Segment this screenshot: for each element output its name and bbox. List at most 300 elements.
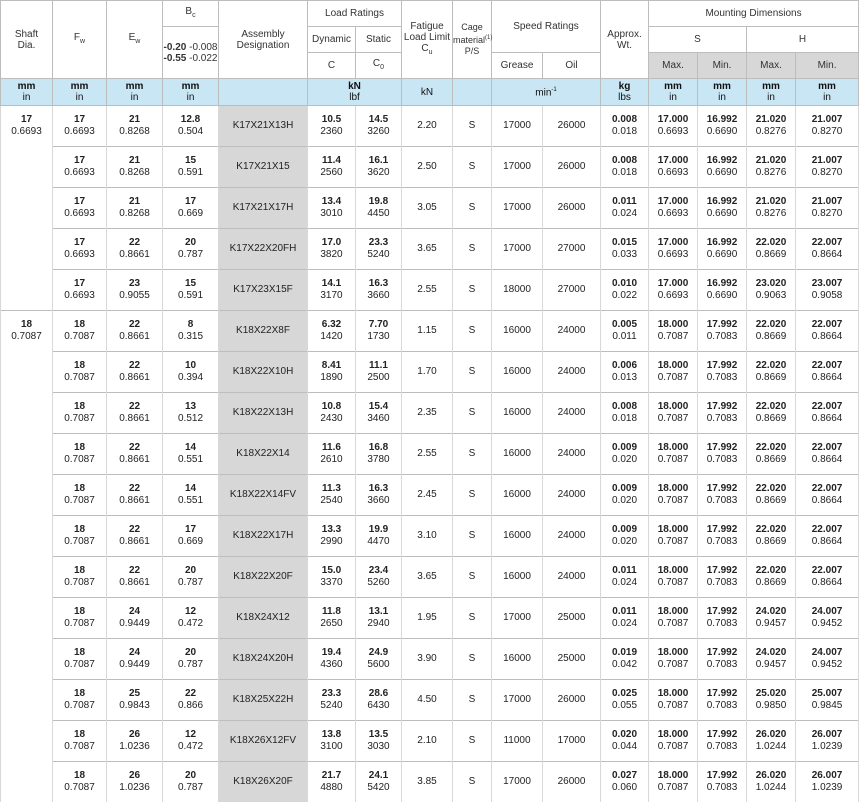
cell-hmax: 26.020 1.0244 <box>747 721 796 762</box>
unit-cage <box>453 79 492 106</box>
cell-c: 11.8 2650 <box>308 598 356 639</box>
cell-grease: 16000 <box>492 516 543 557</box>
cell-c: 6.32 1420 <box>308 311 356 352</box>
cell-bc: 17 0.669 <box>163 516 219 557</box>
header-fatigue-load-limit: Fatigue Load Limit $C_u$ <box>402 1 453 79</box>
cell-c0: 13.5 3030 <box>356 721 402 762</box>
cell-smax: 17.000 0.6693 <box>649 270 698 311</box>
cell-cage: S <box>453 516 492 557</box>
cell-oil: 24000 <box>543 516 601 557</box>
cell-grease: 11000 <box>492 721 543 762</box>
cell-fw: 18 0.7087 <box>53 352 107 393</box>
cell-bc: 12 0.472 <box>163 721 219 762</box>
cell-c: 19.4 4360 <box>308 639 356 680</box>
cell-smax: 18.000 0.7087 <box>649 516 698 557</box>
cell-des: K17X21X13H <box>219 106 308 147</box>
cell-shaft <box>1 434 53 475</box>
table-row <box>1 434 859 475</box>
cell-fw: 17 0.6693 <box>53 188 107 229</box>
cell-grease: 16000 <box>492 639 543 680</box>
cell-grease: 17000 <box>492 762 543 802</box>
cell-hmin: 22.007 0.8664 <box>796 352 859 393</box>
cell-cage: S <box>453 721 492 762</box>
header-s-max: Max. <box>649 53 698 79</box>
cell-cu: 3.65 <box>402 557 453 598</box>
cell-shaft <box>1 393 53 434</box>
cell-c0: 16.8 3780 <box>356 434 402 475</box>
cell-hmax: 21.020 0.8276 <box>747 188 796 229</box>
cell-cu: 2.20 <box>402 106 453 147</box>
cell-ew: 21 0.8268 <box>107 147 163 188</box>
cell-fw: 18 0.7087 <box>53 311 107 352</box>
cell-smin: 17.992 0.7083 <box>698 311 747 352</box>
cell-smin: 17.992 0.7083 <box>698 598 747 639</box>
cell-fw: 17 0.6693 <box>53 147 107 188</box>
cell-smin: 17.992 0.7083 <box>698 762 747 802</box>
cell-hmax: 22.020 0.8669 <box>747 516 796 557</box>
cell-oil: 26000 <box>543 147 601 188</box>
cell-smax: 18.000 0.7087 <box>649 680 698 721</box>
cell-hmin: 22.007 0.8664 <box>796 557 859 598</box>
cell-c0: 7.70 1730 <box>356 311 402 352</box>
table-row <box>1 475 859 516</box>
unit-s-max: mm in <box>649 79 698 106</box>
cell-hmax: 22.020 0.8669 <box>747 311 796 352</box>
cell-grease: 16000 <box>492 475 543 516</box>
cell-des: K18X22X17H <box>219 516 308 557</box>
cell-smax: 17.000 0.6693 <box>649 188 698 229</box>
cell-des: K17X21X15 <box>219 147 308 188</box>
cell-oil: 25000 <box>543 639 601 680</box>
cell-wt: 0.011 0.024 <box>601 188 649 229</box>
cell-smax: 18.000 0.7087 <box>649 557 698 598</box>
header-c: C <box>308 53 356 79</box>
cell-c: 11.6 2610 <box>308 434 356 475</box>
cell-grease: 16000 <box>492 311 543 352</box>
cell-cu: 3.05 <box>402 188 453 229</box>
cell-ew: 25 0.9843 <box>107 680 163 721</box>
header-bc: $B_c$ <box>163 1 219 27</box>
cell-fw: 18 0.7087 <box>53 434 107 475</box>
cell-ew: 22 0.8661 <box>107 393 163 434</box>
table-row <box>1 311 859 352</box>
cell-cage: S <box>453 229 492 270</box>
unit-fatigue: kN <box>402 79 453 106</box>
cell-des: K18X25X22H <box>219 680 308 721</box>
table-row <box>1 721 859 762</box>
unit-weight: kg lbs <box>601 79 649 106</box>
cell-wt: 0.008 0.018 <box>601 147 649 188</box>
cell-smax: 18.000 0.7087 <box>649 598 698 639</box>
cell-cage: S <box>453 475 492 516</box>
cell-cage: S <box>453 106 492 147</box>
cell-fw: 18 0.7087 <box>53 475 107 516</box>
cell-des: K18X22X20F <box>219 557 308 598</box>
cell-bc: 20 0.787 <box>163 639 219 680</box>
cell-ew: 22 0.8661 <box>107 516 163 557</box>
cell-fw: 17 0.6693 <box>53 229 107 270</box>
cell-smin: 16.992 0.6690 <box>698 270 747 311</box>
table-row <box>1 393 859 434</box>
cell-bc: 12.8 0.504 <box>163 106 219 147</box>
cell-grease: 16000 <box>492 352 543 393</box>
cell-hmin: 22.007 0.8664 <box>796 475 859 516</box>
header-speed-ratings: Speed Ratings <box>492 1 601 53</box>
cell-smax: 17.000 0.6693 <box>649 106 698 147</box>
table-row <box>1 106 859 147</box>
cell-bc: 17 0.669 <box>163 188 219 229</box>
cell-des: K18X24X20H <box>219 639 308 680</box>
cell-shaft <box>1 557 53 598</box>
cell-smin: 16.992 0.6690 <box>698 188 747 229</box>
unit-bc: mm in <box>163 79 219 106</box>
cell-wt: 0.005 0.011 <box>601 311 649 352</box>
header-s-min: Min. <box>698 53 747 79</box>
cell-smax: 18.000 0.7087 <box>649 434 698 475</box>
cell-c0: 16.3 3660 <box>356 475 402 516</box>
cell-bc: 12 0.472 <box>163 598 219 639</box>
cell-shaft: 18 0.7087 <box>1 311 53 352</box>
header-s: S <box>649 27 747 53</box>
cell-grease: 16000 <box>492 393 543 434</box>
cell-grease: 17000 <box>492 680 543 721</box>
cell-smax: 18.000 0.7087 <box>649 639 698 680</box>
cell-grease: 16000 <box>492 557 543 598</box>
header-grease: Grease <box>492 53 543 79</box>
cell-c: 21.7 4880 <box>308 762 356 802</box>
cell-hmax: 21.020 0.8276 <box>747 147 796 188</box>
cell-cage: S <box>453 598 492 639</box>
cell-cu: 2.55 <box>402 270 453 311</box>
cell-oil: 26000 <box>543 188 601 229</box>
cell-cage: S <box>453 639 492 680</box>
header-h-min: Min. <box>796 53 859 79</box>
cell-des: K17X21X17H <box>219 188 308 229</box>
cell-c: 23.3 5240 <box>308 680 356 721</box>
cell-ew: 22 0.8661 <box>107 311 163 352</box>
cell-wt: 0.015 0.033 <box>601 229 649 270</box>
cell-des: K18X22X14FV <box>219 475 308 516</box>
cell-smax: 18.000 0.7087 <box>649 352 698 393</box>
cell-c: 17.0 3820 <box>308 229 356 270</box>
cell-cage: S <box>453 393 492 434</box>
cell-cu: 3.10 <box>402 516 453 557</box>
cell-hmin: 26.007 1.0239 <box>796 721 859 762</box>
cell-smin: 16.992 0.6690 <box>698 147 747 188</box>
cell-oil: 26000 <box>543 106 601 147</box>
header-shaft-dia: Shaft Dia. <box>1 1 53 79</box>
cell-shaft <box>1 516 53 557</box>
cell-smin: 17.992 0.7083 <box>698 557 747 598</box>
cell-hmax: 24.020 0.9457 <box>747 639 796 680</box>
cell-oil: 24000 <box>543 475 601 516</box>
cell-hmin: 21.007 0.8270 <box>796 188 859 229</box>
cell-c: 13.8 3100 <box>308 721 356 762</box>
cell-ew: 22 0.8661 <box>107 229 163 270</box>
cell-oil: 24000 <box>543 557 601 598</box>
cell-bc: 15 0.591 <box>163 270 219 311</box>
unit-h-min: mm in <box>796 79 859 106</box>
unit-load-ratings: kN lbf <box>308 79 402 106</box>
cell-c: 13.3 2990 <box>308 516 356 557</box>
cell-hmax: 22.020 0.8669 <box>747 557 796 598</box>
cell-hmin: 25.007 0.9845 <box>796 680 859 721</box>
cell-grease: 17000 <box>492 229 543 270</box>
cell-smin: 17.992 0.7083 <box>698 352 747 393</box>
unit-ew: mm in <box>107 79 163 106</box>
cell-cu: 1.15 <box>402 311 453 352</box>
cell-shaft <box>1 475 53 516</box>
cell-des: K18X22X10H <box>219 352 308 393</box>
cell-ew: 24 0.9449 <box>107 639 163 680</box>
unit-speed: $\min^{-1}$ <box>492 79 601 106</box>
unit-assembly <box>219 79 308 106</box>
cell-hmin: 22.007 0.8664 <box>796 229 859 270</box>
cell-wt: 0.019 0.042 <box>601 639 649 680</box>
cell-c: 11.4 2560 <box>308 147 356 188</box>
cell-oil: 24000 <box>543 393 601 434</box>
cell-ew: 23 0.9055 <box>107 270 163 311</box>
cell-cu: 2.35 <box>402 393 453 434</box>
cell-cage: S <box>453 270 492 311</box>
header-oil: Oil <box>543 53 601 79</box>
header-load-ratings: Load Ratings <box>308 1 402 27</box>
cell-ew: 22 0.8661 <box>107 557 163 598</box>
cell-wt: 0.025 0.055 <box>601 680 649 721</box>
cell-des: K18X22X8F <box>219 311 308 352</box>
cell-cage: S <box>453 680 492 721</box>
table-row <box>1 188 859 229</box>
cell-bc: 14 0.551 <box>163 434 219 475</box>
cell-c0: 23.4 5260 <box>356 557 402 598</box>
cell-wt: 0.009 0.020 <box>601 516 649 557</box>
cell-shaft <box>1 762 53 802</box>
unit-fw: mm in <box>53 79 107 106</box>
cell-c0: 11.1 2500 <box>356 352 402 393</box>
cell-bc: 13 0.512 <box>163 393 219 434</box>
cell-cage: S <box>453 147 492 188</box>
cell-hmin: 22.007 0.8664 <box>796 393 859 434</box>
cell-shaft <box>1 598 53 639</box>
cell-smax: 17.000 0.6693 <box>649 147 698 188</box>
cell-grease: 17000 <box>492 147 543 188</box>
header-cage-material: Cage material$^{(1)}$ P/S <box>453 1 492 79</box>
cell-cage: S <box>453 557 492 598</box>
cell-c0: 14.5 3260 <box>356 106 402 147</box>
cell-des: K17X22X20FH <box>219 229 308 270</box>
cell-shaft <box>1 352 53 393</box>
cell-bc: 10 0.394 <box>163 352 219 393</box>
unit-shaft: mm in <box>1 79 53 106</box>
header-h: H <box>747 27 859 53</box>
header-assembly-designation: Assembly Designation <box>219 1 308 79</box>
cell-smin: 17.992 0.7083 <box>698 680 747 721</box>
header-approx-wt: Approx. Wt. <box>601 1 649 79</box>
cell-hmin: 22.007 0.8664 <box>796 516 859 557</box>
cell-hmin: 24.007 0.9452 <box>796 639 859 680</box>
cell-wt: 0.011 0.024 <box>601 557 649 598</box>
cell-shaft <box>1 680 53 721</box>
cell-ew: 26 1.0236 <box>107 721 163 762</box>
cell-shaft: 17 0.6693 <box>1 106 53 147</box>
cell-hmin: 24.007 0.9452 <box>796 598 859 639</box>
cell-c0: 24.1 5420 <box>356 762 402 802</box>
cell-bc: 20 0.787 <box>163 762 219 802</box>
cell-hmax: 21.020 0.8276 <box>747 106 796 147</box>
cell-c: 13.4 3010 <box>308 188 356 229</box>
cell-hmax: 23.020 0.9063 <box>747 270 796 311</box>
cell-c0: 24.9 5600 <box>356 639 402 680</box>
cell-oil: 27000 <box>543 229 601 270</box>
cell-des: K18X24X12 <box>219 598 308 639</box>
header-static: Static <box>356 27 402 53</box>
cell-cu: 1.70 <box>402 352 453 393</box>
cell-grease: 18000 <box>492 270 543 311</box>
cell-hmax: 25.020 0.9850 <box>747 680 796 721</box>
table-row <box>1 352 859 393</box>
cell-cu: 2.50 <box>402 147 453 188</box>
cell-fw: 18 0.7087 <box>53 680 107 721</box>
cell-wt: 0.006 0.013 <box>601 352 649 393</box>
header-dynamic: Dynamic <box>308 27 356 53</box>
cell-fw: 18 0.7087 <box>53 639 107 680</box>
cell-bc: 8 0.315 <box>163 311 219 352</box>
cell-c0: 16.1 3620 <box>356 147 402 188</box>
table-row <box>1 147 859 188</box>
cell-des: K18X26X12FV <box>219 721 308 762</box>
cell-des: K17X23X15F <box>219 270 308 311</box>
cell-grease: 16000 <box>492 434 543 475</box>
cell-c0: 13.1 2940 <box>356 598 402 639</box>
cell-des: K18X22X14 <box>219 434 308 475</box>
cell-hmax: 22.020 0.8669 <box>747 434 796 475</box>
cell-smin: 17.992 0.7083 <box>698 475 747 516</box>
table-body <box>1 106 859 802</box>
units-row <box>1 79 859 106</box>
cell-smin: 17.992 0.7083 <box>698 393 747 434</box>
cell-c0: 15.4 3460 <box>356 393 402 434</box>
cell-smin: 16.992 0.6690 <box>698 106 747 147</box>
cell-cage: S <box>453 762 492 802</box>
cell-c0: 23.3 5240 <box>356 229 402 270</box>
table-row <box>1 229 859 270</box>
table-row <box>1 270 859 311</box>
cell-cage: S <box>453 188 492 229</box>
cell-c0: 16.3 3660 <box>356 270 402 311</box>
cell-smin: 16.992 0.6690 <box>698 229 747 270</box>
cell-hmin: 22.007 0.8664 <box>796 434 859 475</box>
header-mounting-dimensions: Mounting Dimensions <box>649 1 859 27</box>
cell-c: 10.8 2430 <box>308 393 356 434</box>
cell-fw: 18 0.7087 <box>53 598 107 639</box>
unit-h-max: mm in <box>747 79 796 106</box>
cell-des: K18X22X13H <box>219 393 308 434</box>
cell-wt: 0.011 0.024 <box>601 598 649 639</box>
cell-smax: 18.000 0.7087 <box>649 393 698 434</box>
cell-cu: 1.95 <box>402 598 453 639</box>
cell-smax: 18.000 0.7087 <box>649 475 698 516</box>
cell-cu: 2.10 <box>402 721 453 762</box>
cell-smin: 17.992 0.7083 <box>698 721 747 762</box>
cell-hmax: 26.020 1.0244 <box>747 762 796 802</box>
cell-shaft <box>1 270 53 311</box>
cell-hmin: 21.007 0.8270 <box>796 106 859 147</box>
cell-hmin: 22.007 0.8664 <box>796 311 859 352</box>
cell-oil: 26000 <box>543 762 601 802</box>
cell-bc: 20 0.787 <box>163 557 219 598</box>
cell-hmax: 22.020 0.8669 <box>747 393 796 434</box>
cell-smin: 17.992 0.7083 <box>698 639 747 680</box>
cell-wt: 0.010 0.022 <box>601 270 649 311</box>
cell-c: 8.41 1890 <box>308 352 356 393</box>
cell-smax: 18.000 0.7087 <box>649 721 698 762</box>
cell-fw: 18 0.7087 <box>53 557 107 598</box>
cell-smax: 18.000 0.7087 <box>649 311 698 352</box>
cell-cage: S <box>453 434 492 475</box>
cell-hmax: 22.020 0.8669 <box>747 475 796 516</box>
cell-c0: 19.8 4450 <box>356 188 402 229</box>
header-fw: $F_w$ <box>53 1 107 79</box>
header-h-max: Max. <box>747 53 796 79</box>
cell-cu: 2.45 <box>402 475 453 516</box>
cell-hmin: 21.007 0.8270 <box>796 147 859 188</box>
cell-smin: 17.992 0.7083 <box>698 516 747 557</box>
cell-ew: 21 0.8268 <box>107 188 163 229</box>
cell-fw: 18 0.7087 <box>53 516 107 557</box>
table-row <box>1 598 859 639</box>
table-row <box>1 762 859 802</box>
cell-c0: 19.9 4470 <box>356 516 402 557</box>
cell-ew: 22 0.8661 <box>107 475 163 516</box>
cell-c: 11.3 2540 <box>308 475 356 516</box>
cell-shaft <box>1 147 53 188</box>
cell-fw: 18 0.7087 <box>53 721 107 762</box>
cell-grease: 17000 <box>492 188 543 229</box>
unit-s-min: mm in <box>698 79 747 106</box>
cell-bc: 20 0.787 <box>163 229 219 270</box>
cell-oil: 25000 <box>543 598 601 639</box>
cell-hmax: 24.020 0.9457 <box>747 598 796 639</box>
cell-cu: 3.65 <box>402 229 453 270</box>
cell-cage: S <box>453 352 492 393</box>
cell-oil: 24000 <box>543 311 601 352</box>
table-row <box>1 557 859 598</box>
cell-grease: 17000 <box>492 598 543 639</box>
header-c0: $C_0$ <box>356 53 402 79</box>
cell-smax: 17.000 0.6693 <box>649 229 698 270</box>
cell-grease: 17000 <box>492 106 543 147</box>
cell-hmax: 22.020 0.8669 <box>747 229 796 270</box>
cell-c: 14.1 3170 <box>308 270 356 311</box>
cell-bc: 22 0.866 <box>163 680 219 721</box>
table-row <box>1 639 859 680</box>
cell-cu: 4.50 <box>402 680 453 721</box>
cell-ew: 22 0.8661 <box>107 434 163 475</box>
cell-c0: 28.6 6430 <box>356 680 402 721</box>
cell-wt: 0.008 0.018 <box>601 393 649 434</box>
cell-ew: 24 0.9449 <box>107 598 163 639</box>
cell-oil: 26000 <box>543 680 601 721</box>
cell-des: K18X26X20F <box>219 762 308 802</box>
cell-fw: 17 0.6693 <box>53 106 107 147</box>
cell-cu: 2.55 <box>402 434 453 475</box>
cell-hmin: 23.007 0.9058 <box>796 270 859 311</box>
cell-ew: 26 1.0236 <box>107 762 163 802</box>
cell-cage: S <box>453 311 492 352</box>
cell-cu: 3.85 <box>402 762 453 802</box>
cell-shaft <box>1 721 53 762</box>
cell-smin: 17.992 0.7083 <box>698 434 747 475</box>
